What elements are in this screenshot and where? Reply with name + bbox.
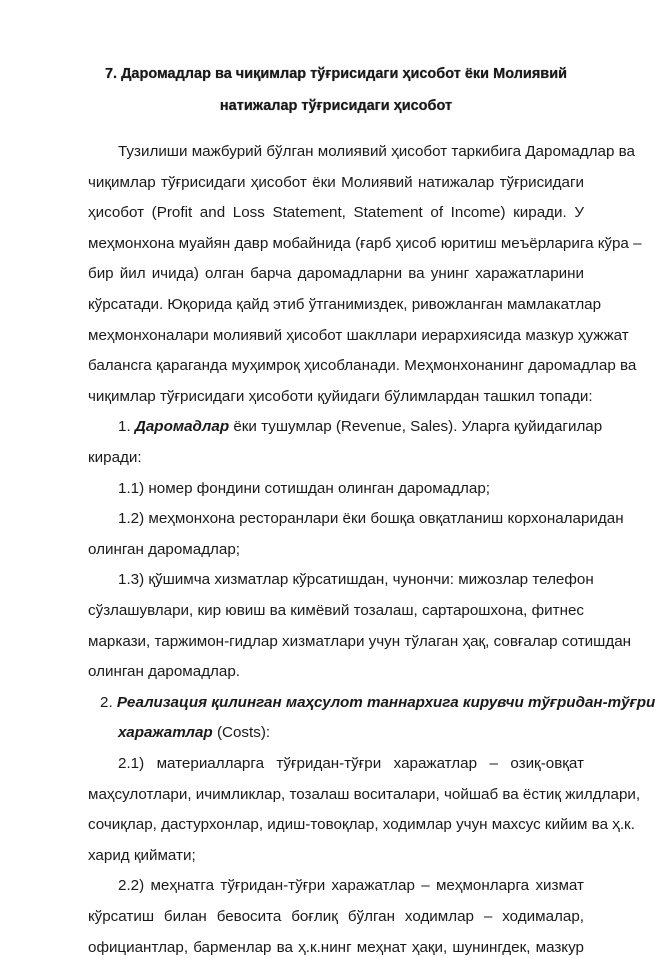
item-2-2-line-1: 2.2) меҳнатга тўғридан-тўғри харажатлар – меҳмонларга хизмат [118,877,584,895]
item-1-3-line-1: 1.3) қўшимча хизматлар кўрсатишдан, чунончи: мижозлар телефон [118,571,594,589]
item-1-2-line-1: 1.2) меҳмонхона ресторанлари ёки бошқа овқатланиш корхоналаридан [118,510,624,528]
section-title-line-2: натижалар тўғрисидаги ҳисобот [219,98,453,114]
intro-line-7: меҳмонхоналари молиявий ҳисобот шакллари иерархиясида мазкур ҳужжат [88,326,629,344]
intro-line-8: балансга қараганда муҳимроқ ҳисобланади. Меҳмонхонанинг даромадлар ва [88,357,637,375]
intro-line-4: меҳмонхона муайян давр мобайнида (ғарб ҳисоб юритиш меъёрларига кўра – [88,234,642,252]
item-1-term: Даромадлар [134,418,230,436]
item-2-2-line-2: кўрсатиш билан бевосита боғлиқ бўлган ходимлар – ходималар, [88,908,584,925]
item-1-rest: ёки тушумлар (Revenue, Sales). Уларга қуйидагилар [229,418,603,436]
item-2-line-2 [118,723,584,743]
intro-line-6: кўрсатади. Юқорида қайд этиб ўтганимиздек, ривожланган мамлакатлар [88,296,602,313]
item-2-1-line-3: сочиқлар, дастурхонлар, идиш-товоқлар, ходимлар учун махсус кийим ва ҳ.к. [88,816,635,834]
item-1-line-1 [118,417,603,437]
item-2-1-line-2: маҳсулотлари, ичимликлар, тозалаш воситалари, чойшаб ва ёстиқ жилдлари, [88,785,641,803]
item-2-term-line-2: харажатлар [118,724,213,742]
intro-line-9: чиқимлар тўғрисидаги ҳисоботи қуйидаги бўлимлардан ташкил топади: [88,387,593,405]
item-2-prefix: 2. [100,693,117,711]
item-1-3-line-4: олинган даромадлар. [88,663,241,681]
item-1-3-line-2: сўзлашувлари, кир ювиш ва кимёвий тозалаш, сартарошхона, фитнес [88,602,584,619]
section-title-line-1: 7. Даромадлар ва чиқимлар тўғрисидаги ҳисобот ёки Молиявий [104,66,568,82]
item-2-term-line-1: Реализация қилинган маҳсулот таннархига кирувчи тўғридан-тўғри [116,693,656,711]
item-1-prefix: 1. [118,418,135,436]
item-2-rest: (Costs): [212,724,271,742]
item-2-line-1 [100,693,656,713]
item-2-1-line-1: 2.1) материалларга тўғридан-тўғри харажатлар – озиқ-овқат [118,755,584,772]
intro-line-1: Тузилиши мажбурий бўлган молиявий ҳисобот таркибига Даромадлар ва [118,143,635,160]
intro-line-2: чиқимлар тўғрисидаги ҳисобот ёки Молиявий натижалар тўғрисидаги [88,173,584,191]
item-1-1: 1.1) номер фондини сотишдан олинган даромадлар; [118,479,490,497]
item-2-1-line-4: харид қиймати; [88,846,196,864]
intro-line-3: ҳисобот (Profit and Loss Statement, Statement of Income) киради. У [88,204,584,222]
section-title [100,58,572,122]
item-2-2-line-3: официантлар, барменлар ва ҳ.к.нинг меҳнат ҳақи, шунингдек, мазкур [88,938,584,956]
item-1-3-line-3: маркази, таржимон-гидлар хизматлари учун тўлаган ҳақ, совғалар сотишдан [88,632,632,650]
item-1-line-2: киради: [88,449,142,466]
intro-line-5: бир йил ичида) олган барча даромадларни ва унинг харажатларини [88,265,584,283]
item-1-2-line-2: олинган даромадлар; [88,540,241,558]
